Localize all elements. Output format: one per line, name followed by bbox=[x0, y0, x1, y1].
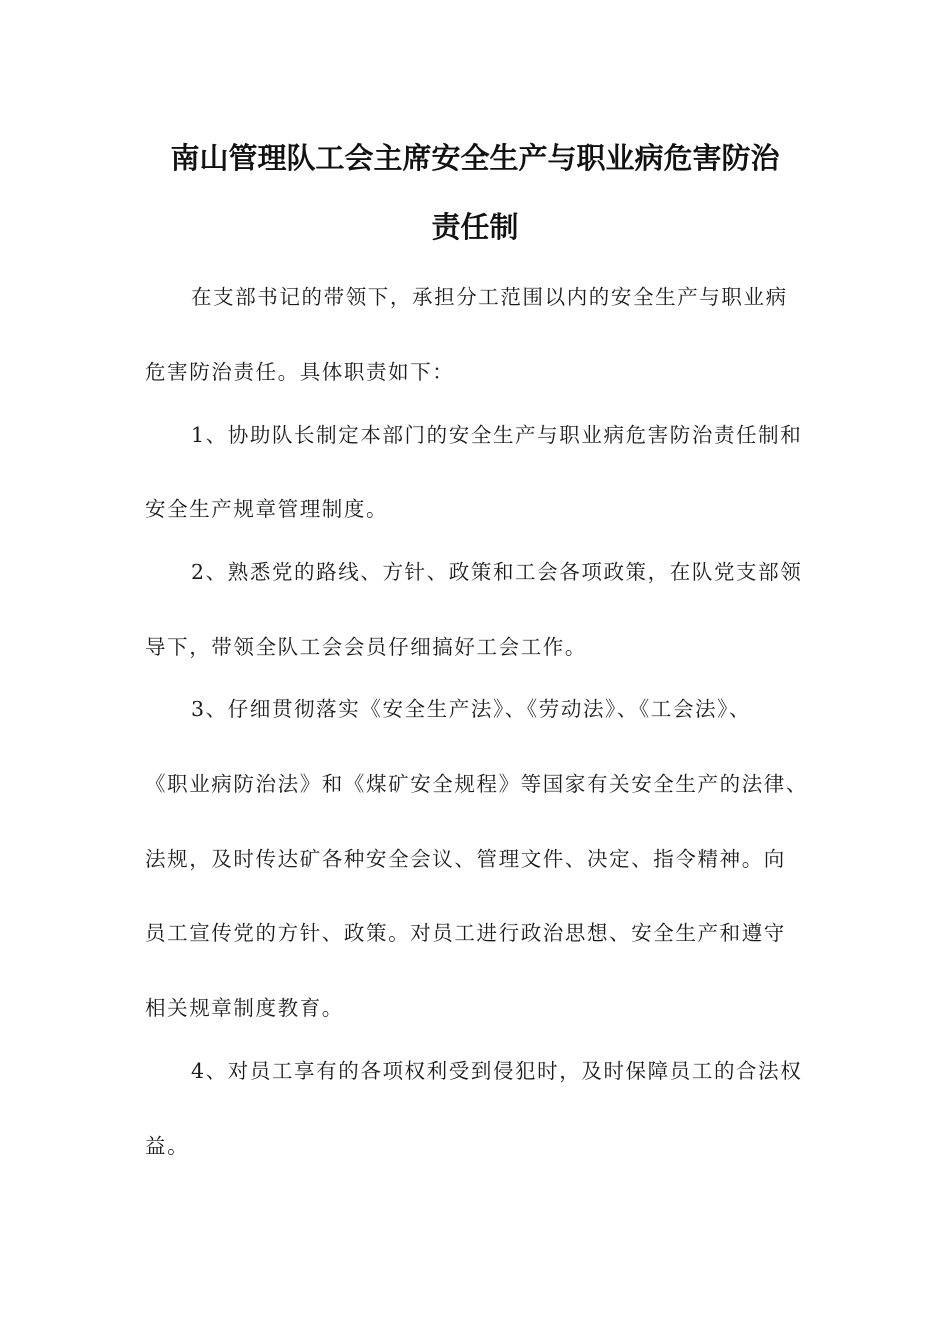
item-4-line-1: 4、对员工享有的各项权利受到侵犯时，及时保障员工的合法权 bbox=[191, 1059, 803, 1083]
item-3-line-3: 法规，及时传达矿各种安全会议、管理文件、决定、指令精神。向 bbox=[145, 847, 786, 871]
document-title-line-1: 南山管理队工会主席安全生产与职业病危害防治 bbox=[170, 141, 780, 175]
document-title-line-2: 责任制 bbox=[431, 210, 519, 244]
item-3-line-2: 《职业病防治法》和《煤矿安全规程》等国家有关安全生产的法律、 bbox=[145, 772, 808, 796]
intro-paragraph-line-2: 危害防治责任。具体职责如下： bbox=[145, 360, 455, 384]
item-2-line-1: 2、熟悉党的路线、方针、政策和工会各项政策，在队党支部领 bbox=[191, 560, 803, 584]
item-1-line-2: 安全生产规章管理制度。 bbox=[145, 497, 389, 521]
item-3-line-5: 相关规章制度教育。 bbox=[145, 996, 344, 1020]
item-3-line-1: 3、仔细贯彻落实《安全生产法》、《劳动法》、《工会法》、 bbox=[191, 697, 752, 721]
item-2-line-2: 导下，带领全队工会会员仔细搞好工会工作。 bbox=[145, 635, 587, 659]
item-3-line-4: 员工宣传党的方针、政策。对员工进行政治思想、安全生产和遵守 bbox=[145, 921, 786, 945]
intro-paragraph-line-1: 在支部书记的带领下，承担分工范围以内的安全生产与职业病 bbox=[191, 285, 788, 309]
item-1-line-1: 1、协助队长制定本部门的安全生产与职业病危害防治责任制和 bbox=[191, 423, 803, 447]
item-4-line-2: 益。 bbox=[145, 1134, 190, 1158]
